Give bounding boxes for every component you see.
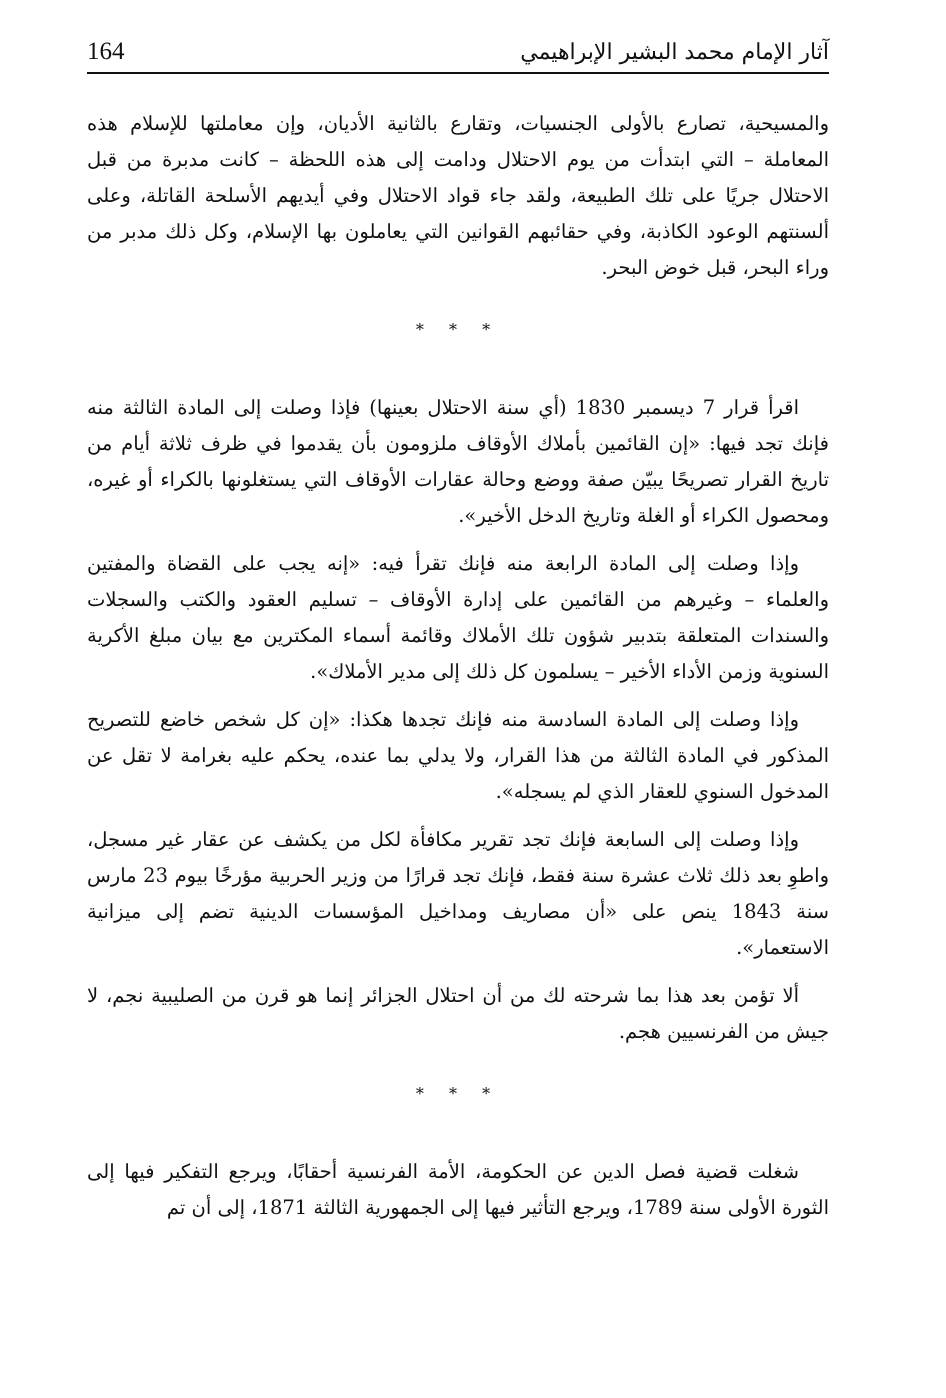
- paragraph: والمسيحية، تصارع بالأولى الجنسيات، وتقارع بالثانية الأديان، وإن معاملتها للإسلام هذه المعاملة – التي ابتدأت من يوم الاحتلال ودامت إلى هذه اللحظة – كانت مدبرة من قبل الاحتلال جريًا على تلك الطبيعة، ولقد جاء قواد الاحتلال وفي أيديهم الأسلحة القاتلة، وعلى ألسنتهم الوعود الكاذبة، وفي حقائبهم القوانين التي يعاملون بها الإسلام، وكل ذلك مدبر من وراء البحر، قبل خوض البحر.: [87, 112, 829, 279]
- section-separator: * * *: [415, 1084, 501, 1103]
- running-title: آثار الإمام محمد البشير الإبراهيمي: [520, 40, 829, 65]
- section-separator: * * *: [415, 320, 501, 339]
- paragraph: وإذا وصلت إلى المادة الرابعة منه فإنك تقرأ فيه: «إنه يجب على القضاة والمفتين والعلماء – وغيرهم من القائمين على إدارة الأوقاف – تسليم العقود والكتب والسجلات والسندات المتعلقة بتدبير شؤون تلك الأملاك وقائمة أسماء المكترين مع بيان مبلغ الأكرية السنوية وزمن الأداء الأخير – يسلمون كل ذلك إلى مدير الأملاك».: [87, 552, 829, 683]
- page-body: [87, 106, 829, 1238]
- paragraph: شغلت قضية فصل الدين عن الحكومة، الأمة الفرنسية أحقابًا، ويرجع التفكير فيها إلى الثورة الأولى سنة 1789، ويرجع التأثير فيها إلى الجمهورية الثالثة 1871، إلى أن تم: [87, 1160, 829, 1219]
- paragraph: اقرأ قرار 7 ديسمبر 1830 (أي سنة الاحتلال بعينها) فإذا وصلت إلى المادة الثالثة منه فإنك تجد فيها: «إن القائمين بأملاك الأوقاف ملزومون بأن يقدموا في ظرف ثلاثة أيام من تاريخ القرار تصريحًا يبيّن صفة ووضع وحالة عقارات الأوقاف التي يستغلونها بالكراء أو غيره، ومحصول الكراء أو الغلة وتاريخ الدخل الأخير».: [87, 396, 829, 527]
- paragraph: وإذا وصلت إلى المادة السادسة منه فإنك تجدها هكذا: «إن كل شخص خاضع للتصريح المذكور في المادة الثالثة من هذا القرار، ولا يدلي بما عنده، يحكم عليه بغرامة لا تقل عن المدخول السنوي للعقار الذي لم يسجله».: [87, 708, 829, 803]
- page-header: [87, 28, 829, 74]
- page-number: 164: [87, 38, 125, 65]
- paragraph: وإذا وصلت إلى السابعة فإنك تجد تقرير مكافأة لكل من يكشف عن عقار غير مسجل، واطوِ بعد ذلك ثلاث عشرة سنة فقط، فإنك تجد قرارًا من وزير الحربية مؤرخًا بيوم 23 مارس سنة 1843 ينص على «أن مصاريف ومداخيل المؤسسات الدينية تضم إلى ميزانية الاستعمار».: [87, 828, 829, 959]
- paragraph: ألا تؤمن بعد هذا بما شرحته لك من أن احتلال الجزائر إنما هو قرن من الصليبية نجم، لا جيش من الفرنسيين هجم.: [87, 984, 829, 1043]
